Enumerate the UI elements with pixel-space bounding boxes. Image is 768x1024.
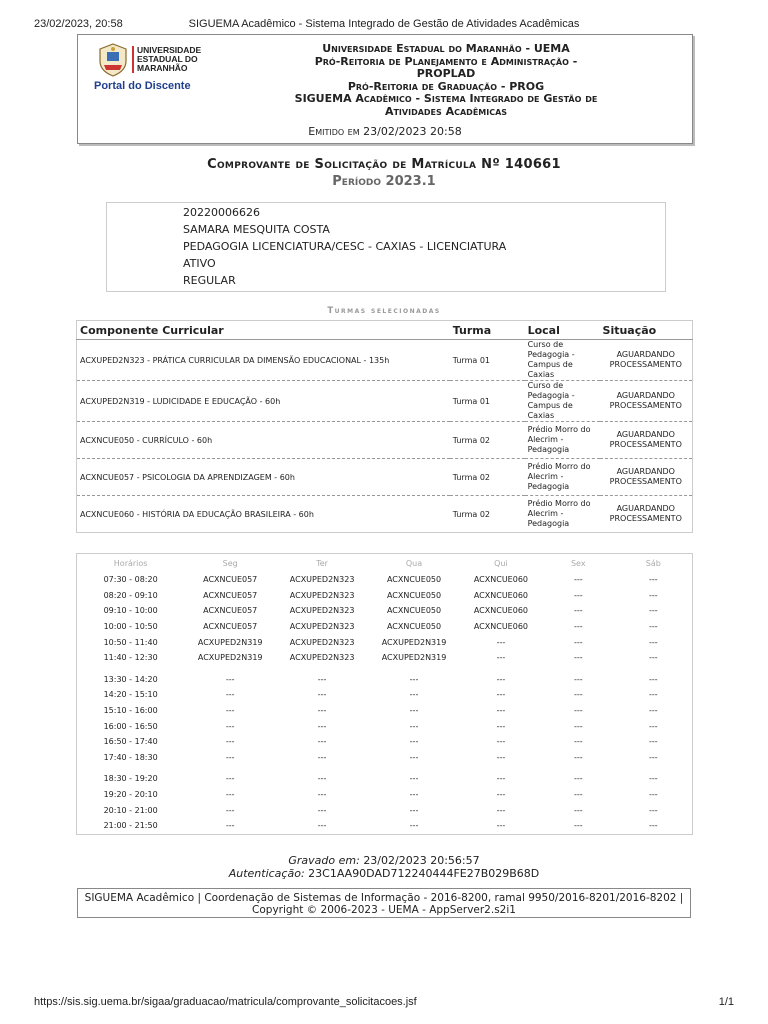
- footer-line-1: SIGUEMA Acadêmico | Coordenação de Sistemas de Informação - 2016-8200, ramal 9950/2016-8201/2016-8202 |: [84, 892, 684, 904]
- horario-slot: ---: [573, 752, 583, 762]
- horario-row: [77, 818, 693, 834]
- tipo-value: REGULAR: [183, 274, 236, 287]
- horario-slot: ---: [409, 706, 419, 716]
- horario-time: 10:00 - 10:50: [103, 622, 158, 632]
- turma-row: [77, 422, 693, 459]
- horario-slot: ---: [225, 805, 235, 815]
- horario-slot: ---: [225, 721, 235, 731]
- horario-slot: ---: [409, 674, 419, 684]
- horarios-col-header: Seg: [222, 558, 238, 568]
- turma-componente: ACXUPED2N323 - PRÁTICA CURRICULAR DA DIMENSÃO EDUCACIONAL - 135h: [77, 340, 450, 381]
- horarios-header-row: [77, 554, 693, 573]
- horarios-col-header: Qua: [405, 558, 423, 568]
- turma-local: Prédio Morro do Alecrim - Pedagogia: [525, 459, 600, 496]
- horario-row: [77, 634, 693, 650]
- horario-slot: ---: [409, 774, 419, 784]
- horario-slot: ---: [317, 790, 327, 800]
- horario-slot: ---: [649, 690, 658, 700]
- col-turma: Turma: [450, 321, 525, 340]
- horario-slot: ---: [573, 637, 583, 647]
- turma-situacao: AGUARDANDO PROCESSAMENTO: [600, 422, 693, 459]
- turma-codigo: Turma 01: [450, 381, 525, 422]
- portal-discente-label: Portal do Discente: [94, 80, 191, 92]
- horario-time: 16:00 - 16:50: [103, 721, 158, 731]
- horario-slot: ---: [573, 674, 583, 684]
- turma-situacao: AGUARDANDO PROCESSAMENTO: [600, 340, 693, 381]
- horario-slot: ---: [496, 821, 506, 831]
- turma-local: Curso de Pedagogia - Campus de Caxias: [525, 340, 600, 381]
- horario-slot: ---: [649, 590, 658, 600]
- header-line-1: Universidade Estadual do Maranhão - UEMA: [322, 42, 570, 55]
- turma-componente: ACXUPED2N319 - LUDICIDADE E EDUCAÇÃO - 60h: [77, 381, 450, 422]
- curso-value: PEDAGOGIA LICENCIATURA/CESC - CAXIAS - LICENCIATURA: [183, 240, 507, 253]
- horario-slot: ---: [573, 653, 583, 663]
- horario-row: [77, 572, 693, 588]
- turma-componente: ACXNCUE050 - CURRÍCULO - 60h: [77, 422, 450, 459]
- turma-local: Prédio Morro do Alecrim - Pedagogia: [525, 496, 600, 533]
- horario-time: 15:10 - 16:00: [103, 706, 158, 716]
- horario-slot: ---: [317, 690, 327, 700]
- header-line-4: Pró-Reitoria de Graduação - PROG: [347, 79, 545, 93]
- horario-time: 14:20 - 15:10: [103, 690, 158, 700]
- horario-slot: ---: [496, 674, 506, 684]
- print-page-number: 1/1: [718, 996, 734, 1008]
- turma-local: Prédio Morro do Alecrim - Pedagogia: [525, 422, 600, 459]
- horario-slot: ---: [496, 737, 506, 747]
- horario-row: [77, 718, 693, 734]
- horario-slot: ---: [496, 706, 506, 716]
- turmas-header-row: [77, 321, 693, 340]
- horario-row: [77, 650, 693, 666]
- horario-slot: ---: [649, 805, 658, 815]
- horarios-col-header: Sex: [570, 558, 586, 568]
- header-line-3: PROPLAD: [416, 67, 476, 80]
- gravado-label: Gravado em:: [288, 854, 360, 867]
- turma-codigo: Turma 01: [450, 340, 525, 381]
- horario-slot: ---: [573, 690, 583, 700]
- gravado-block: [0, 854, 768, 880]
- turmas-section-title: Turmas selecionadas: [327, 306, 441, 316]
- horario-slot: ---: [409, 737, 419, 747]
- turma-codigo: Turma 02: [450, 496, 525, 533]
- horario-slot: ---: [573, 821, 583, 831]
- horario-slot: ---: [317, 706, 327, 716]
- horario-row: [77, 787, 693, 803]
- university-name: [132, 46, 201, 73]
- horario-slot: ---: [317, 674, 327, 684]
- horario-slot: ---: [649, 606, 658, 616]
- horario-slot: ---: [496, 774, 506, 784]
- horario-slot: ---: [649, 637, 658, 647]
- horario-slot: ---: [409, 790, 419, 800]
- comprovante-periodo: Período 2023.1: [332, 174, 436, 189]
- horarios-col-header: Qui: [494, 558, 508, 568]
- horario-slot: ---: [649, 737, 658, 747]
- horario-slot: ACXNCUE060: [473, 606, 528, 616]
- horario-slot: ---: [496, 637, 506, 647]
- status-value: ATIVO: [183, 257, 216, 270]
- horario-slot: ACXNCUE060: [473, 575, 528, 585]
- horario-slot: ACXNCUE050: [386, 606, 442, 616]
- turma-componente: ACXNCUE060 - HISTÓRIA DA EDUCAÇÃO BRASILEIRA - 60h: [77, 496, 450, 533]
- horario-slot: ACXUPED2N323: [289, 653, 355, 663]
- horario-slot: ACXUPED2N319: [381, 653, 447, 663]
- turma-row: [77, 381, 693, 422]
- uni-line-1: UNIVERSIDADE: [137, 45, 202, 55]
- horario-time: 18:30 - 19:20: [103, 774, 158, 784]
- horario-time: 17:40 - 18:30: [103, 752, 158, 762]
- print-url: https://sis.sig.uema.br/sigaa/graduacao/matricula/comprovante_solicitacoes.jsf: [34, 996, 417, 1008]
- horario-time: 08:20 - 09:10: [103, 590, 158, 600]
- horario-row: [77, 802, 693, 818]
- horario-slot: ---: [225, 752, 235, 762]
- horario-slot: ---: [225, 690, 235, 700]
- horario-slot: ---: [649, 674, 658, 684]
- horarios-col-header: Ter: [316, 558, 328, 568]
- horario-slot: ---: [573, 774, 583, 784]
- horario-time: 11:40 - 12:30: [103, 653, 158, 663]
- turma-situacao: AGUARDANDO PROCESSAMENTO: [600, 381, 693, 422]
- uni-line-2: ESTADUAL DO: [137, 54, 198, 64]
- horario-slot: ACXNCUE057: [203, 606, 258, 616]
- horario-row: [77, 771, 693, 787]
- horario-slot: ---: [317, 752, 327, 762]
- horario-slot: ---: [649, 752, 658, 762]
- horario-time: 09:10 - 10:00: [103, 606, 158, 616]
- horario-slot: ---: [225, 737, 235, 747]
- horario-slot: ACXNCUE060: [473, 590, 528, 600]
- header-institution: [203, 43, 689, 118]
- horario-slot: ACXNCUE057: [203, 622, 258, 632]
- horario-slot: ---: [317, 805, 327, 815]
- uni-line-3: MARANHÃO: [137, 63, 188, 73]
- horario-slot: ---: [225, 790, 235, 800]
- horario-row: [77, 734, 693, 750]
- horarios-col-header: Sáb: [645, 558, 661, 568]
- horario-slot: ---: [573, 805, 583, 815]
- horario-slot: ---: [649, 721, 658, 731]
- horario-slot: ---: [649, 774, 658, 784]
- horario-slot: ---: [573, 606, 583, 616]
- horario-slot: ---: [317, 821, 327, 831]
- horario-slot: ACXNCUE057: [203, 575, 258, 585]
- horario-time: 20:10 - 21:00: [103, 805, 158, 815]
- horario-slot: ---: [649, 653, 658, 663]
- student-info: [106, 202, 666, 292]
- horario-slot: ACXNCUE060: [473, 622, 528, 632]
- horario-time: 16:50 - 17:40: [103, 737, 158, 747]
- horario-slot: ---: [573, 790, 583, 800]
- turma-codigo: Turma 02: [450, 422, 525, 459]
- horario-slot: ---: [649, 821, 658, 831]
- header-line-2: Pró-Reitoria de Planejamento e Administração -: [314, 54, 578, 68]
- horario-slot: ACXUPED2N319: [197, 637, 263, 647]
- horario-slot: ---: [649, 790, 658, 800]
- horario-slot: ---: [573, 622, 583, 632]
- horario-slot: ---: [649, 706, 658, 716]
- turma-row: [77, 459, 693, 496]
- horario-slot: ---: [409, 690, 419, 700]
- horario-slot: ---: [496, 721, 506, 731]
- turma-componente: ACXNCUE057 - PSICOLOGIA DA APRENDIZAGEM - 60h: [77, 459, 450, 496]
- horario-slot: ---: [649, 622, 658, 632]
- turma-row: [77, 496, 693, 533]
- print-title: SIGUEMA Acadêmico - Sistema Integrado de Gestão de Atividades Acadêmicas: [188, 18, 580, 30]
- col-local: Local: [525, 321, 600, 340]
- horario-slot: ---: [225, 774, 235, 784]
- horario-slot: ---: [409, 721, 419, 731]
- horario-row: [77, 703, 693, 719]
- horario-slot: ---: [573, 721, 583, 731]
- col-componente: Componente Curricular: [77, 321, 450, 340]
- print-datetime: 23/02/2023, 20:58: [34, 18, 123, 30]
- horario-slot: ACXNCUE050: [386, 575, 442, 585]
- horario-row: [77, 603, 693, 619]
- horarios-col-header: Horários: [113, 558, 148, 568]
- horario-slot: ---: [649, 575, 658, 585]
- horario-slot: ACXNCUE057: [203, 590, 258, 600]
- turma-row: [77, 340, 693, 381]
- horario-slot: ---: [225, 821, 235, 831]
- horario-slot: ---: [225, 706, 235, 716]
- horario-slot: ---: [496, 790, 506, 800]
- horario-slot: ---: [496, 752, 506, 762]
- horario-slot: ACXUPED2N323: [289, 606, 355, 616]
- header-line-5: SIGUEMA Acadêmico - Sistema Integrado de Gestão de: [294, 92, 598, 105]
- footer-line-2: Copyright © 2006-2023 - UEMA - AppServer2.s2i1: [252, 904, 516, 916]
- horario-slot: ACXUPED2N323: [289, 622, 355, 632]
- turmas-table: [76, 320, 693, 533]
- gravado-value: 23/02/2023 20:56:57: [363, 854, 480, 867]
- horario-slot: ---: [573, 590, 583, 600]
- turma-codigo: Turma 02: [450, 459, 525, 496]
- horario-slot: ---: [573, 737, 583, 747]
- horario-slot: ACXUPED2N319: [197, 653, 263, 663]
- page-footer: [77, 888, 691, 918]
- horario-slot: ---: [496, 805, 506, 815]
- horario-slot: ---: [573, 706, 583, 716]
- horario-time: 21:00 - 21:50: [103, 821, 158, 831]
- horario-slot: ACXNCUE050: [386, 622, 442, 632]
- horario-slot: ---: [409, 805, 419, 815]
- horario-slot: ACXUPED2N319: [381, 637, 447, 647]
- horario-slot: ACXUPED2N323: [289, 637, 355, 647]
- horario-row: [77, 672, 693, 688]
- horario-slot: ---: [496, 653, 506, 663]
- horario-slot: ---: [317, 721, 327, 731]
- horario-time: 19:20 - 20:10: [103, 790, 158, 800]
- comprovante-title: Comprovante de Solicitação de Matrícula Nº 140661: [207, 157, 561, 172]
- col-situacao: Situação: [600, 321, 693, 340]
- horario-slot: ---: [225, 674, 235, 684]
- horario-row: [77, 687, 693, 703]
- horario-row: [77, 619, 693, 635]
- horario-slot: ACXNCUE050: [386, 590, 442, 600]
- horario-time: 10:50 - 11:40: [103, 637, 158, 647]
- turma-local: Curso de Pedagogia - Campus de Caxias: [525, 381, 600, 422]
- horario-slot: ---: [409, 821, 419, 831]
- horario-slot: ---: [409, 752, 419, 762]
- horarios-table: [76, 553, 693, 835]
- document-header: [77, 34, 693, 144]
- university-seal-icon: [98, 43, 128, 77]
- horario-slot: ---: [573, 575, 583, 585]
- horario-row: [77, 588, 693, 604]
- header-line-6: Atividades Acadêmicas: [384, 104, 508, 118]
- horario-slot: ---: [317, 737, 327, 747]
- autenticacao-value: 23C1AA90DAD712240444FE27B029B68D: [308, 867, 540, 880]
- turma-situacao: AGUARDANDO PROCESSAMENTO: [600, 459, 693, 496]
- horario-slot: ---: [496, 690, 506, 700]
- matricula-value: 20220006626: [183, 206, 260, 219]
- horario-row: [77, 750, 693, 766]
- autenticacao-label: Autenticação:: [228, 867, 305, 880]
- emitido-em: Emitido em 23/02/2023 20:58: [308, 125, 462, 138]
- horario-slot: ACXUPED2N323: [289, 590, 355, 600]
- horario-slot: ---: [317, 774, 327, 784]
- horario-slot: ACXUPED2N323: [289, 575, 355, 585]
- horario-time: 13:30 - 14:20: [103, 674, 158, 684]
- horario-time: 07:30 - 08:20: [103, 575, 158, 585]
- discente-value: SAMARA MESQUITA COSTA: [183, 223, 330, 236]
- turma-situacao: AGUARDANDO PROCESSAMENTO: [600, 496, 693, 533]
